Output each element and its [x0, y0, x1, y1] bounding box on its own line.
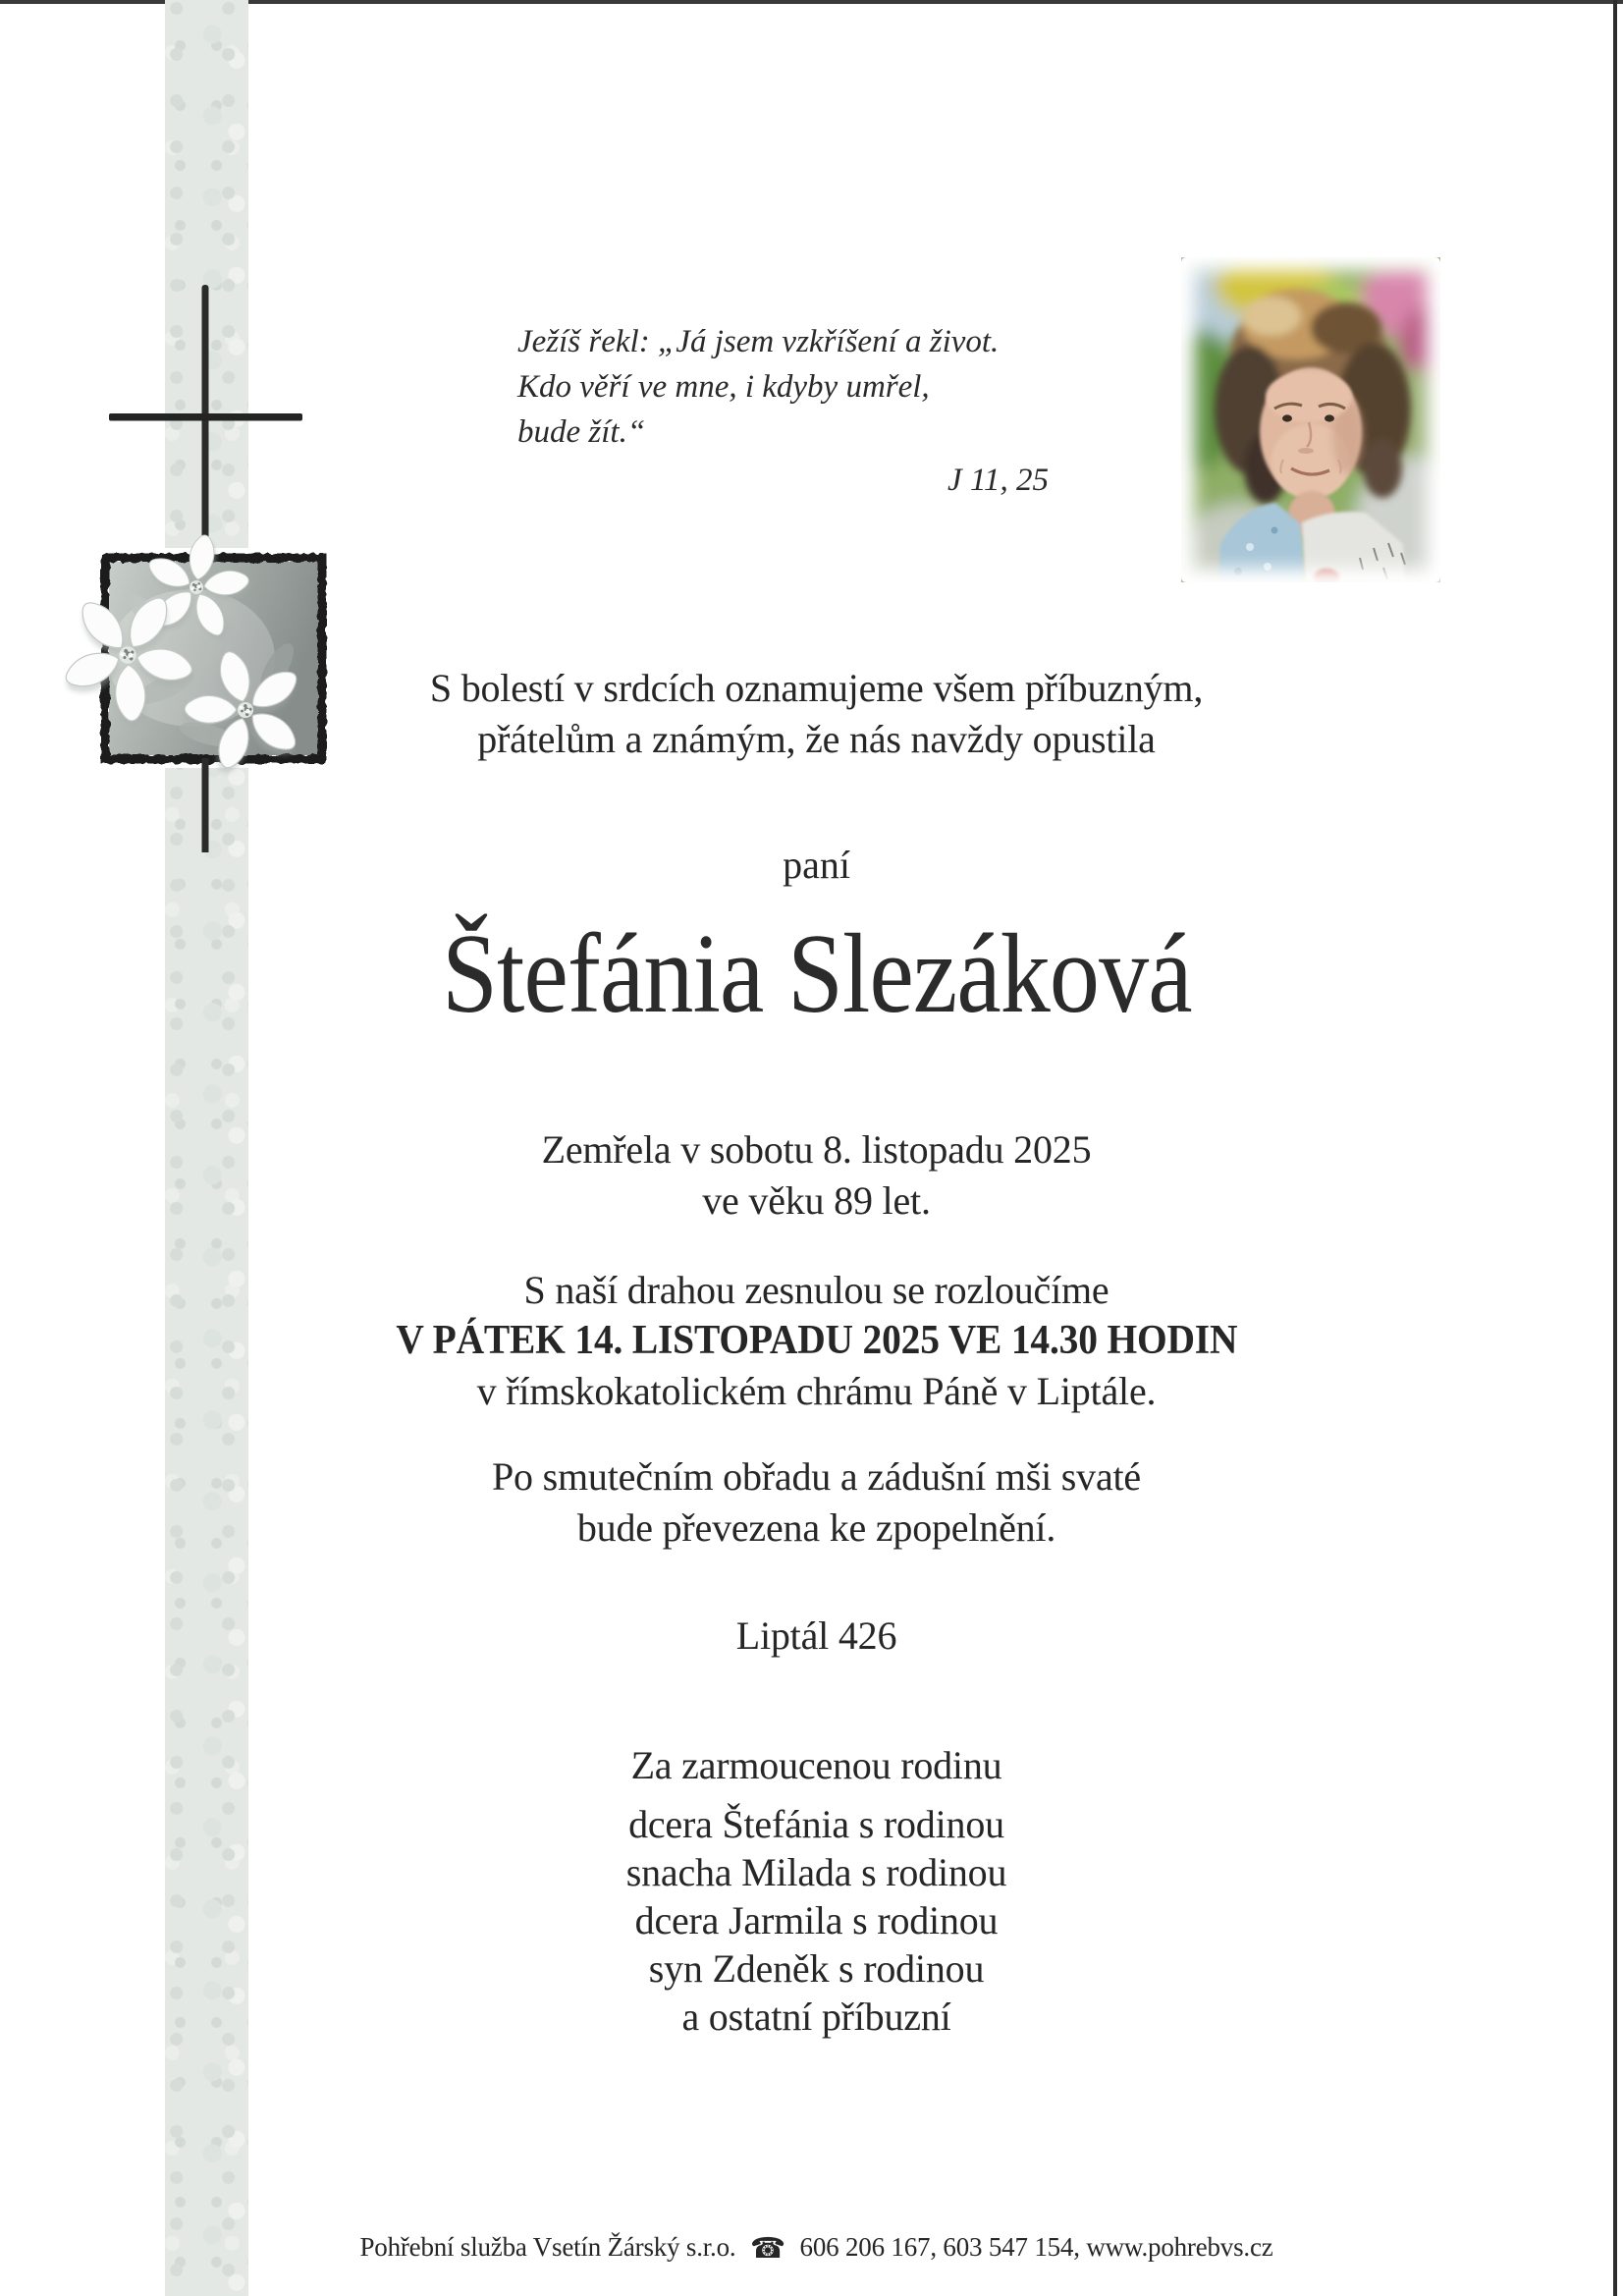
home-address: Liptál 426 — [735, 1613, 897, 1658]
farewell-line: S naší drahou zesnulou se rozloučíme — [523, 1268, 1109, 1312]
farewell-datetime-line: V PÁTEK 14. LISTOPADU 2025 VE 14.30 HODIN — [396, 1318, 1237, 1363]
portrait-photo — [1181, 257, 1440, 582]
farewell-info — [250, 1265, 1382, 1416]
family-member: a ostatní příbuzní — [681, 1995, 951, 2039]
intro-line: S bolestí v srdcích oznamujeme všem příbuzným, — [429, 666, 1204, 710]
quote-line: bude žít.“ — [517, 414, 646, 450]
honorific-title: paní — [783, 843, 850, 887]
family-members — [250, 1800, 1382, 2041]
scan-edge-right — [1613, 0, 1617, 2296]
quote-reference: J 11, 25 — [947, 463, 1049, 498]
intro-line: přátelům a známým, že nás navždy opustila — [477, 717, 1156, 761]
death-date-line: Zemřela v sobotu 8. listopadu 2025 — [541, 1127, 1092, 1172]
cremation-line: Po smutečním obřadu a zádušní mši svaté — [492, 1454, 1141, 1499]
cross-bar — [109, 413, 302, 421]
family-member: dcera Jarmila s rodinou — [634, 1898, 999, 1942]
funeral-service-footer — [250, 2231, 1382, 2266]
family-member: dcera Štefánia s rodinou — [628, 1802, 1004, 1846]
company-name: Pohřební služba Vsetín Žárský s.r.o. — [359, 2232, 736, 2262]
cremation-info — [250, 1451, 1382, 1554]
family-member: syn Zdeněk s rodinou — [648, 1946, 985, 1991]
deceased-name: Štefánia Slezáková — [441, 911, 1192, 1037]
phones-and-website: 606 206 167, 603 547 154, www.pohrebvs.cz — [799, 2232, 1273, 2262]
deceased-name-block — [250, 905, 1382, 1043]
quote-line: Kdo věří ve mne, i kdyby umřel, — [517, 369, 930, 405]
family-member: snacha Milada s rodinou — [625, 1850, 1007, 1894]
cremation-line: bude převezena ke zpopelnění. — [576, 1505, 1056, 1550]
cross-stem — [202, 285, 209, 560]
phone-icon: ☎ — [750, 2233, 785, 2265]
death-age-line: ve věku 89 let. — [702, 1178, 931, 1223]
announcement-intro — [250, 663, 1382, 765]
cross-and-flowers-decoration — [0, 275, 334, 884]
farewell-place-line: v římskokatolickém chrámu Páně v Liptále. — [476, 1369, 1157, 1413]
family-heading: Za zarmoucenou rodinu — [630, 1743, 1002, 1787]
photo-feathered-edge — [1181, 257, 1440, 582]
death-info — [250, 1124, 1382, 1227]
scripture-quote — [517, 319, 1053, 503]
quote-line: Ježíš řekl: „Já jsem vzkříšení a život. — [517, 324, 1000, 359]
